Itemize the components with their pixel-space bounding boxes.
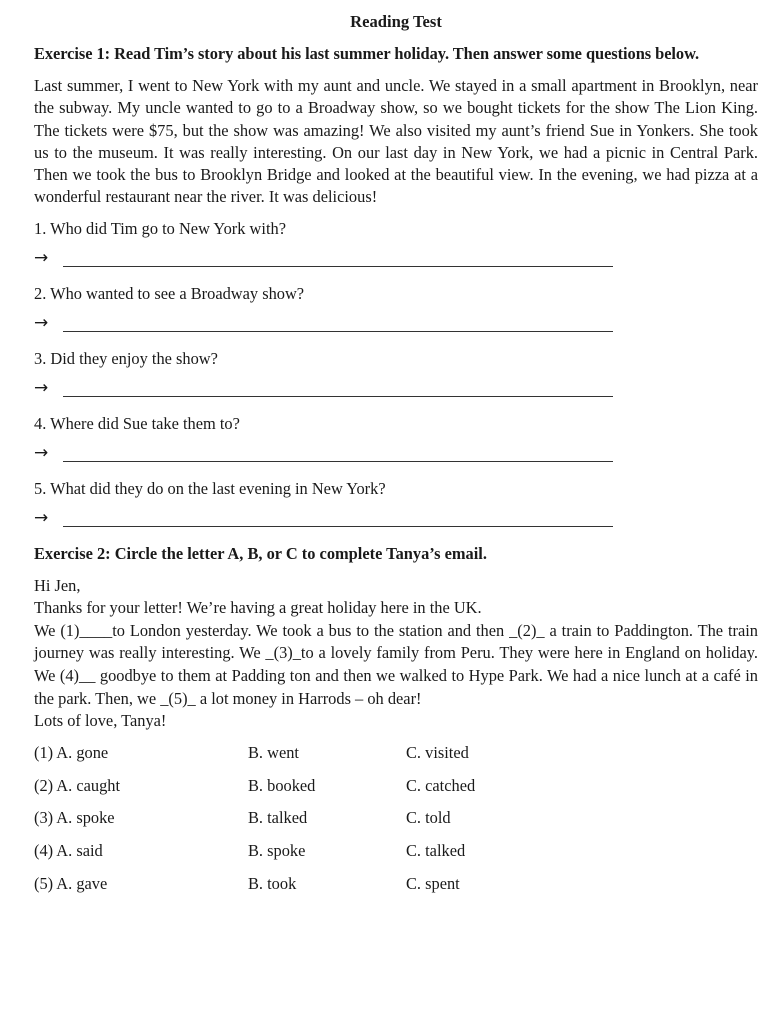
email-text — [34, 575, 758, 733]
story-paragraph: Last summer, I went to New York with my aunt and uncle. We stayed in a small apartment in Brooklyn, near the subway. My uncle wanted to go to a Broadway show, so we bought tickets for the show The Lion King. The tickets were $75, but the show was amazing! We also visited my aunt’s friend Sue in Yonkers. She took us to the museum. It was really interesting. On our last day in New York, we had a picnic in Central Park. Then we took the bus to Brooklyn Bridge and looked at the beautiful view. In the evening, we had pizza at a wonderful restaurant near the river. It was delicious! — [34, 76, 758, 207]
page-content — [34, 11, 758, 906]
option-a[interactable]: (4) A. said — [34, 841, 103, 861]
exercise-2-heading: Exercise 2: Circle the letter A, B, or C to complete Tanya’s email. — [34, 544, 487, 564]
option-c[interactable]: C. catched — [406, 775, 476, 795]
email-signoff: Lots of love, Tanya! — [34, 711, 167, 731]
answer-row — [34, 242, 758, 272]
answer-row — [34, 502, 758, 532]
option-a[interactable]: (2) A. caught — [34, 775, 121, 795]
option-b[interactable]: B. spoke — [248, 841, 306, 861]
question-item — [34, 348, 758, 413]
arrow-icon: → — [34, 443, 49, 464]
question-item — [34, 283, 758, 348]
arrow-icon: → — [34, 248, 49, 269]
page-title: Reading Test — [350, 12, 442, 31]
exercise-1-heading: Exercise 1: Read Tim’s story about his last summer holiday. Then answer some questions below. — [34, 44, 700, 63]
option-row — [34, 775, 758, 808]
option-a[interactable]: (1) A. gone — [34, 742, 109, 762]
arrow-icon: → — [34, 508, 49, 529]
email-greeting: Hi Jen, — [34, 575, 81, 595]
question-item — [34, 218, 758, 283]
email-body: We (1)____to London yesterday. We took a bus to the station and then _(2)_ a train to Paddington. The train journey was really interesting. We _(3)_to a lovely family from Peru. They were here in England on holiday. We (4)__ goodbye to them at Padding ton and then we walked to Hype Park. We had a nice lunch at a café in the park. Then, we _(5)_ a lot money in Harrods – oh dear! — [34, 620, 758, 708]
answer-blank[interactable] — [63, 266, 613, 267]
option-row — [34, 742, 758, 775]
option-b[interactable]: B. went — [248, 742, 299, 762]
option-b[interactable]: B. booked — [248, 775, 316, 795]
option-row — [34, 807, 758, 840]
option-b[interactable]: B. talked — [248, 808, 308, 828]
option-a[interactable]: (3) A. spoke — [34, 808, 115, 828]
option-c[interactable]: C. talked — [406, 841, 466, 861]
option-a[interactable]: (5) A. gave — [34, 873, 108, 893]
answer-blank[interactable] — [63, 526, 613, 527]
answer-row — [34, 307, 758, 337]
question-list — [34, 218, 758, 543]
email-thanks: Thanks for your letter! We’re having a great holiday here in the UK. — [34, 598, 482, 618]
option-row — [34, 873, 758, 906]
question-text: 5. What did they do on the last evening in New York? — [34, 479, 386, 499]
question-text: 1. Who did Tim go to New York with? — [34, 219, 286, 239]
answer-blank[interactable] — [63, 461, 613, 462]
question-text: 4. Where did Sue take them to? — [34, 414, 240, 434]
question-item — [34, 478, 758, 543]
answer-row — [34, 437, 758, 467]
option-b[interactable]: B. took — [248, 873, 297, 893]
question-text: 2. Who wanted to see a Broadway show? — [34, 284, 305, 304]
arrow-icon: → — [34, 378, 49, 399]
option-c[interactable]: C. told — [406, 808, 451, 828]
option-c[interactable]: C. spent — [406, 873, 460, 893]
option-row — [34, 840, 758, 873]
option-c[interactable]: C. visited — [406, 742, 469, 762]
answer-options — [34, 742, 758, 906]
question-text: 3. Did they enjoy the show? — [34, 349, 218, 369]
arrow-icon: → — [34, 313, 49, 334]
answer-row — [34, 372, 758, 402]
question-item — [34, 413, 758, 478]
answer-blank[interactable] — [63, 396, 613, 397]
answer-blank[interactable] — [63, 331, 613, 332]
